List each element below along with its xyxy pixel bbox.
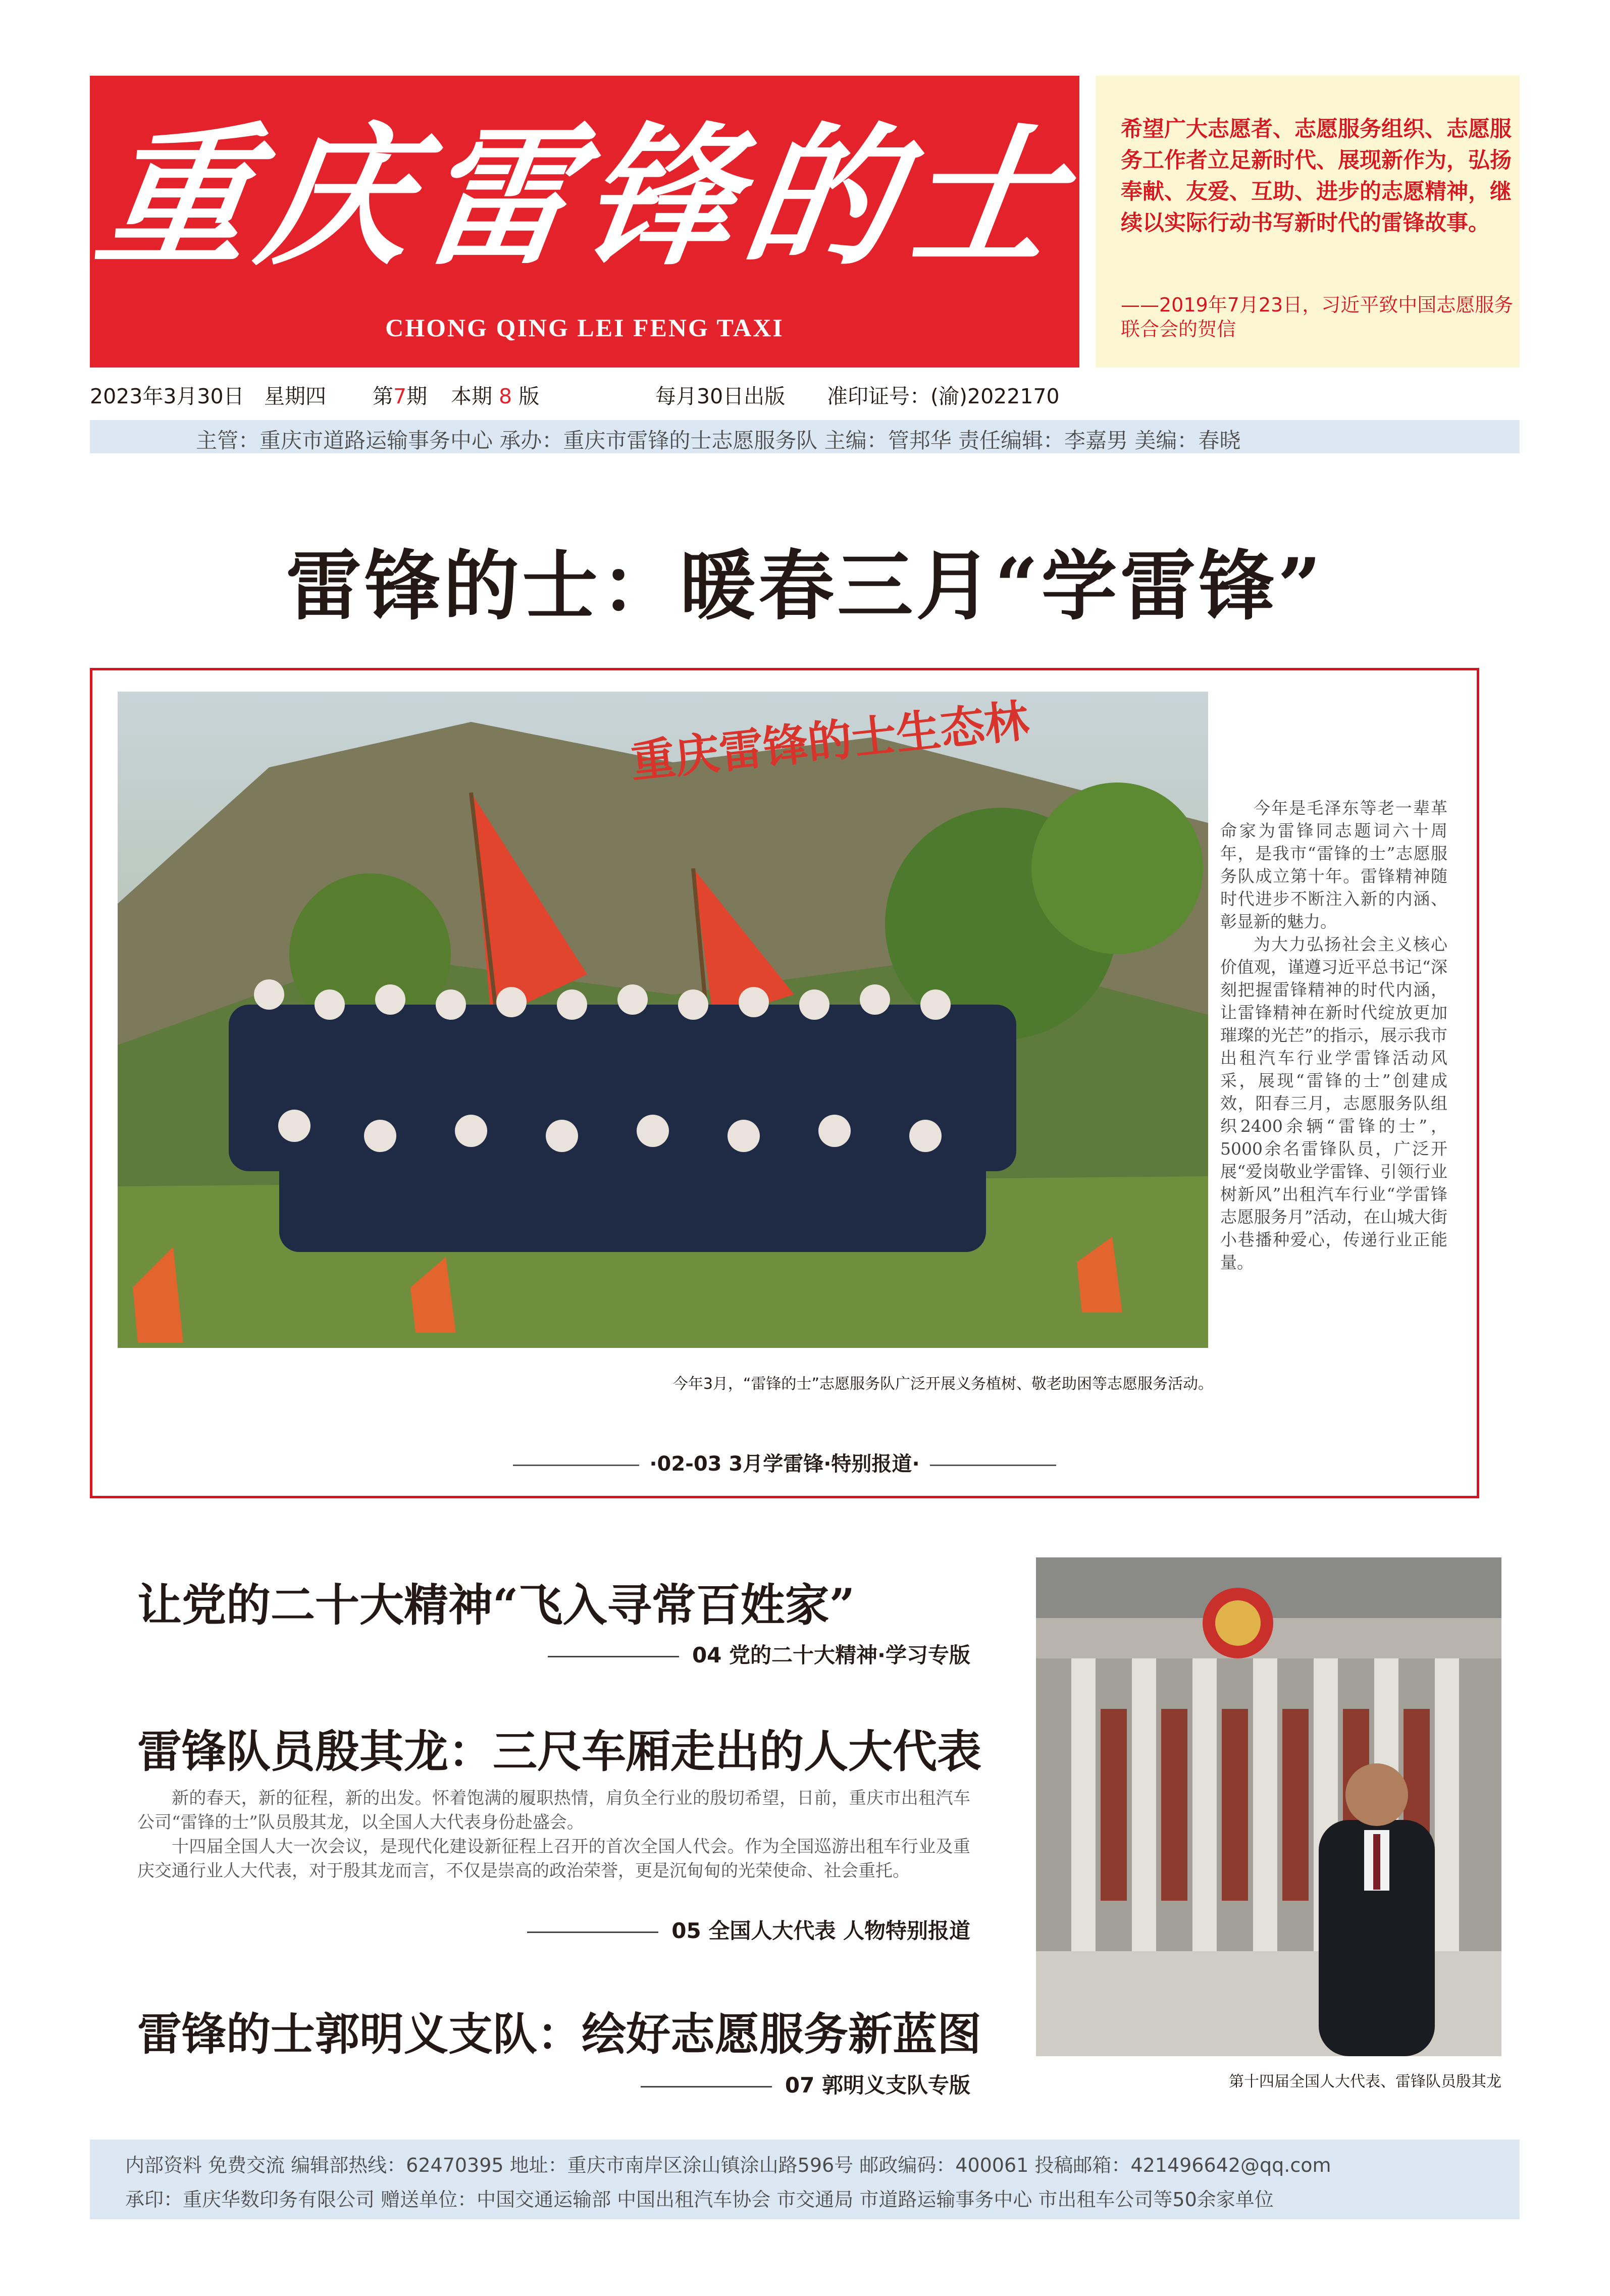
feature-ref-text: 02-03 3月学雷锋·特别报道 (657, 1452, 912, 1476)
footer-bar (90, 2140, 1520, 2219)
issue-permit: 准印证号：(渝)2022170 (827, 384, 1060, 408)
feature-page-ref: ·02-03 3月学雷锋·特别报道· (92, 1448, 1477, 1477)
issue-date: 2023年3月30日 (90, 384, 244, 408)
quote-box (1096, 76, 1520, 368)
issue-schedule: 每月30日出版 (655, 384, 786, 408)
story-paragraph: 十四届全国人大一次会议，是现代化建设新征程上召开的首次全国人代会。作为全国巡游出租车行业及重庆交通行业人大代表，对于殷其龙而言，不仅是崇高的政治荣誉，更是沉甸甸的光荣使命、社会重托。 (137, 1837, 970, 1881)
deputy-photo-caption: 第十四届全国人大代表、雷锋队员殷其龙 (1229, 2073, 1501, 2091)
story-page-ref: 07 郭明义支队专版 (137, 2069, 970, 2099)
page-headline: 雷锋的士：暖春三月“学雷锋” (286, 542, 1324, 631)
tree-planting-photo (118, 692, 1208, 1348)
feature-paragraph: 为大力弘扬社会主义核心价值观，谨遵习近平总书记“深刻把握雷锋精神的时代内涵，让雷锋精神在新时代绽放更加璀璨的光芒”的指示，展示我市出租汽车行业学雷锋活动风采，展现“雷锋的士”创建成效，阳春三月，志愿服务队组织2400余辆“雷锋的士”，5000余名雷锋队员，广泛开展“爱岗敬业学雷锋、引领行业树新风”出租汽车行业“学雷锋志愿服务月”活动，在山城大街小巷播种爱心，传递行业正能量。 (1220, 934, 1447, 1272)
quote-source: ——2019年7月23日，习近平致中国志愿服务联合会的贺信 (1121, 294, 1514, 340)
story-title: 雷锋的士郭明义支队：绘好志愿服务新蓝图 (137, 2008, 982, 2060)
issue-weekday: 星期四 (264, 384, 326, 408)
story-title: 雷锋队员殷其龙：三尺车厢走出的人大代表 (137, 1725, 982, 1778)
story-title: 让党的二十大精神“飞入寻常百姓家” (137, 1579, 855, 1631)
masthead-logo (87, 76, 1082, 368)
footer-printer: 承印：重庆华数印务有限公司 赠送单位：中国交通运输部 中国出租汽车协会 市交通局 市道路运输事务中心 市出租车公司等50余家单位 (125, 2188, 1274, 2211)
feature-photo-caption: 今年3月，“雷锋的士”志愿服务队广泛开展义务植树、敬老助困等志愿服务活动。 (672, 1375, 1213, 1393)
story-page-ref: 05 全国人大代表 人物特别报道 (137, 1914, 970, 1945)
masthead-pinyin: CHONG QING LEI FENG TAXI (385, 314, 784, 342)
divider (548, 1656, 679, 1657)
photo-banner-sign: 重庆雷锋的士生态林 (628, 694, 1031, 788)
feature-box (90, 668, 1479, 1498)
staff-bar (90, 420, 1520, 453)
divider (527, 1932, 658, 1933)
quote-text: 希望广大志愿者、志愿服务组织、志愿服务工作者立足新时代、展现新作为，弘扬奉献、友爱、互助、进步的志愿精神，继续以实际行动书写新时代的雷锋故事。 (1121, 117, 1512, 236)
divider (641, 2086, 772, 2088)
footer-contact: 内部资料 免费交流 编辑部热线：62470395 地址：重庆市南岸区涂山镇涂山路596号 邮政编码：400061 投稿邮箱：421496642@qq.com (125, 2154, 1331, 2176)
masthead-title: 重庆雷锋的士 (87, 108, 1082, 286)
story-page-ref: 04 党的二十大精神·学习专版 (137, 1639, 970, 1669)
feature-article (1220, 797, 1447, 1274)
issue-pages: 本期 8 版 (451, 384, 540, 408)
story-paragraph: 新的春天，新的征程，新的出发。怀着饱满的履职热情，肩负全行业的殷切希望，日前，重庆市出租汽车公司“雷锋的士”队员殷其龙，以全国人大代表身份赴盛会。 (137, 1788, 970, 1833)
divider (513, 1465, 639, 1466)
issue-number: 第7期 (373, 384, 428, 408)
story-body (137, 1786, 970, 1883)
feature-paragraph: 今年是毛泽东等老一辈革命家为雷锋同志题词六十周年，是我市“雷锋的士”志愿服务队成立第十年。雷锋精神随时代进步不断注入新的内涵、彰显新的魅力。 (1220, 798, 1447, 931)
divider (930, 1465, 1056, 1466)
staff-credits: 主管：重庆市道路运输事务中心 承办：重庆市雷锋的士志愿服务队 主编：管邦华 责任编辑：李嘉男 美编：春晓 (196, 428, 1241, 453)
great-hall-photo (1036, 1557, 1501, 2056)
issue-info-row (90, 380, 1520, 410)
